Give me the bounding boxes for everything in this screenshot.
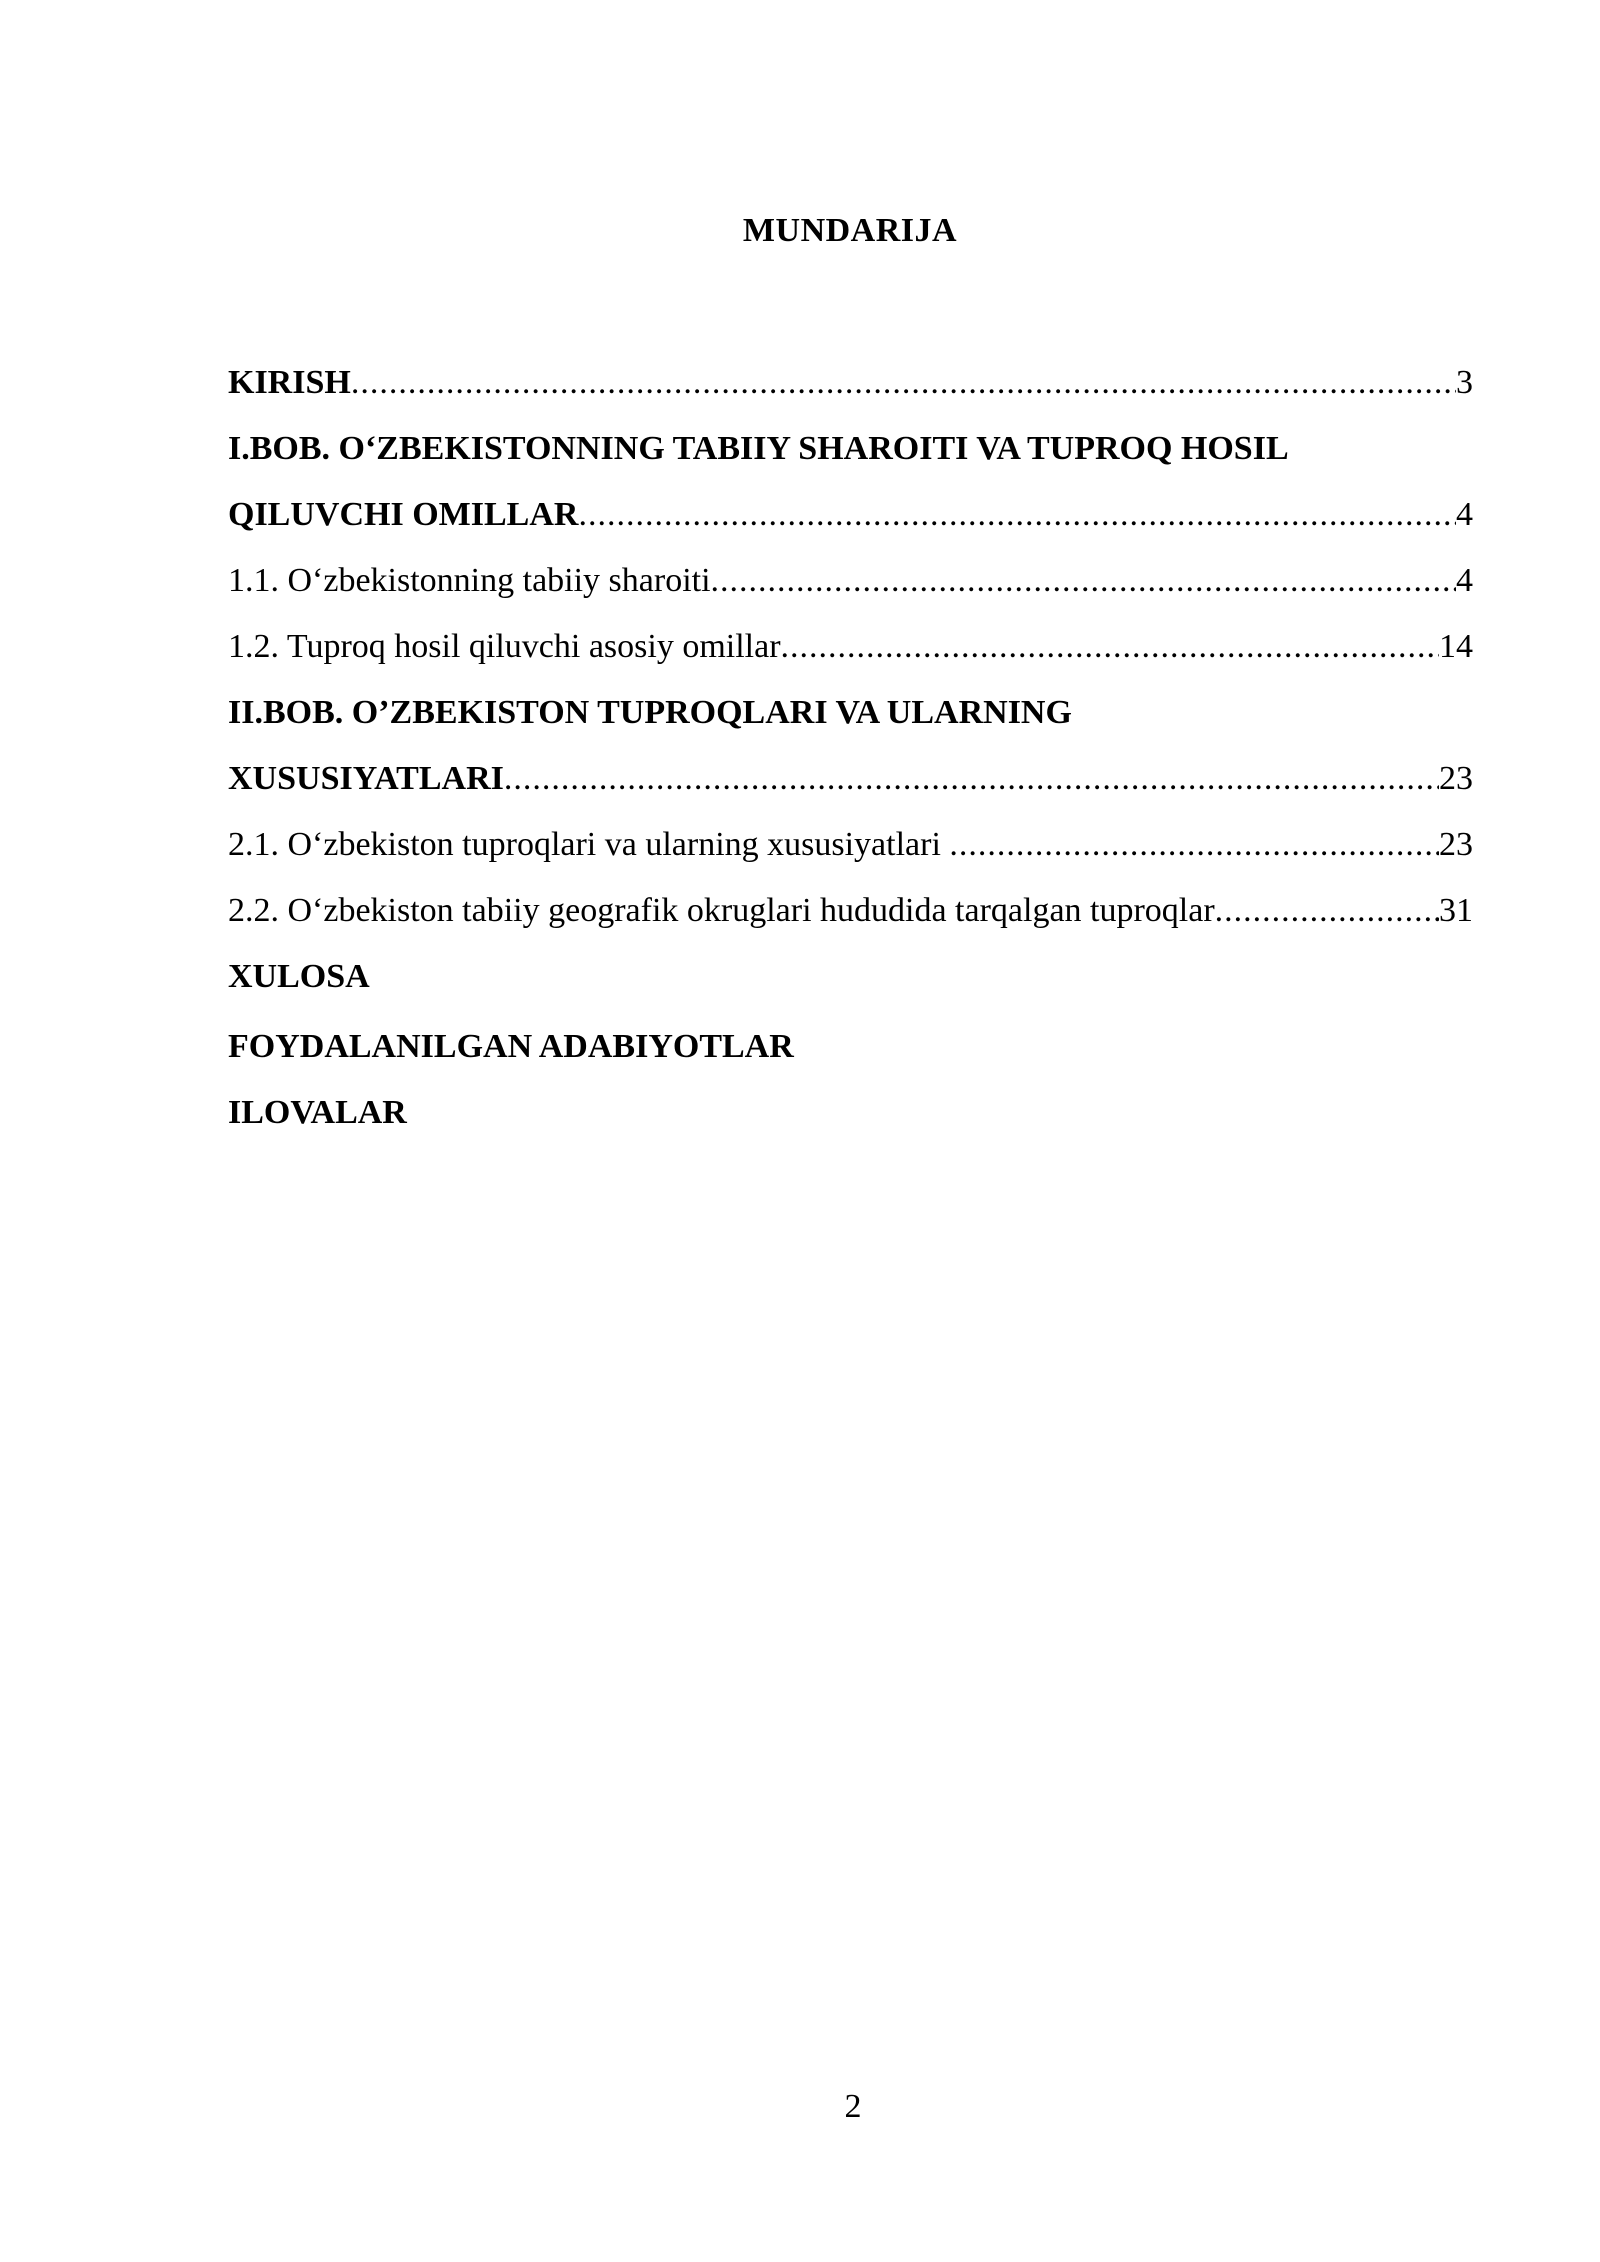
toc-entry-label: XUSUSIYATLARI <box>228 760 504 797</box>
toc-entry-section-2-2 <box>228 878 1473 944</box>
dot-leader <box>711 548 1456 614</box>
toc-entry-page: 3 <box>1456 364 1473 401</box>
toc-entry-page: 4 <box>1456 496 1473 533</box>
dot-leader <box>1215 878 1439 944</box>
toc-entry-ilovalar <box>228 1080 1473 1146</box>
toc-entry-page: 23 <box>1439 760 1473 797</box>
toc-entry-kirish <box>228 350 1473 416</box>
toc-entry-label: 1.1. O‘zbekistonning tabiiy sharoiti <box>228 562 711 599</box>
toc-entry-label: 2.2. O‘zbekiston tabiiy geografik okruglari hududida tarqalgan tuproqlar <box>228 892 1215 929</box>
toc-entry-xulosa <box>228 944 1473 1010</box>
page-number: 2 <box>844 2088 862 2125</box>
toc-entry-page: 23 <box>1439 826 1473 863</box>
toc-entry-label: KIRISH <box>228 364 351 401</box>
toc-entry-page: 4 <box>1456 562 1473 599</box>
toc-entry-adabiyotlar <box>228 1014 1473 1080</box>
toc-entry-section-2-1 <box>228 812 1473 878</box>
toc-entry-label: ILOVALAR <box>228 1094 407 1131</box>
toc-entry-label: 1.2. Tuproq hosil qiluvchi asosiy omillar <box>228 628 781 665</box>
table-of-contents <box>228 350 1473 1146</box>
toc-entry-page: 31 <box>1439 892 1473 929</box>
dot-leader <box>949 812 1439 878</box>
toc-entry-label: XULOSA <box>228 958 370 995</box>
dot-leader <box>578 482 1456 548</box>
dot-leader <box>781 614 1439 680</box>
toc-entry-page: 14 <box>1439 628 1473 665</box>
toc-entry-chapter-2-line-1 <box>228 680 1473 746</box>
toc-entry-label: II.BOB. O’ZBEKISTON TUPROQLARI VA ULARNING <box>228 694 1072 731</box>
toc-entry-label: I.BOB. O‘ZBEKISTONNING TABIIY SHAROITI VA TUPROQ HOSIL <box>228 430 1289 467</box>
toc-entry-label: QILUVCHI OMILLAR <box>228 496 579 533</box>
dot-leader <box>351 350 1456 416</box>
toc-entry-chapter-2-line-2 <box>228 746 1473 812</box>
toc-entry-section-1-1 <box>228 548 1473 614</box>
page-title: MUNDARIJA <box>742 212 958 249</box>
toc-entry-chapter-1-line-1 <box>228 416 1473 482</box>
toc-entry-label: FOYDALANILGAN ADABIYOTLAR <box>228 1028 794 1065</box>
toc-entry-chapter-1-line-2 <box>228 482 1473 548</box>
dot-leader <box>504 746 1439 812</box>
toc-entry-label: 2.1. O‘zbekiston tuproqlari va ularning xususiyatlari <box>228 826 950 863</box>
toc-entry-section-1-2 <box>228 614 1473 680</box>
